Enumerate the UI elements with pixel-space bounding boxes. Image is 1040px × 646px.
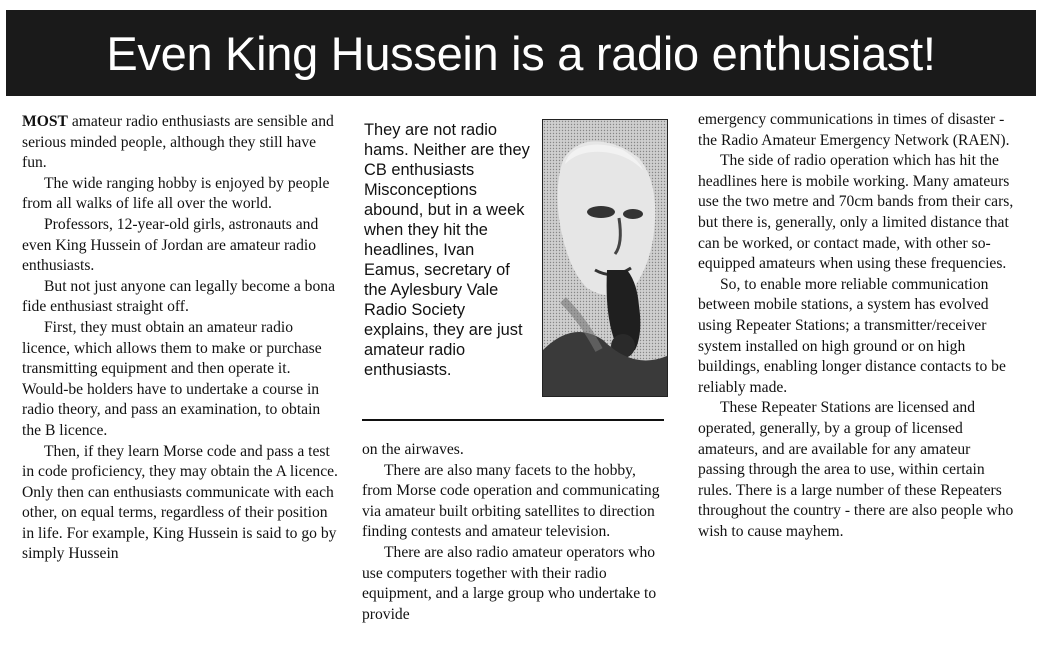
paragraph: Then, if they learn Morse code and pass a test in code proficiency, they may obtain the A licence. Only then can enthusiasts communicate with each other, on equal terms, regardless of their position in life. For example, King Hussein is said to go by simply Hussein (22, 442, 338, 563)
standfirst: They are not radio hams. Neither are they CB enthusiasts Misconceptions abound, but in a week when they hit the headlines, Ivan Eamus, secretary of the Aylesbury Vale Radio Society explains, they are just amateur radio enthusiasts. (364, 121, 530, 379)
portrait-image (543, 120, 667, 396)
paragraph: But not just anyone can legally become a bona fide enthusiast straight off. (22, 277, 335, 316)
paragraph: The wide ranging hobby is enjoyed by people from all walks of life all over the world. (22, 174, 330, 213)
column-rule (362, 419, 664, 421)
headline-banner (6, 10, 1036, 96)
paragraph: Professors, 12-year-old girls, astronauts and even King Hussein of Jordan are amateur radio enthusiasts. (22, 215, 319, 275)
paragraph: MOST amateur radio enthusiasts are sensible and serious minded people, although they still have fun. (22, 113, 334, 172)
article-column-3 (698, 110, 1020, 542)
paragraph: So, to enable more reliable communication between mobile stations, a system has evolved using Repeater Stations; a transmitter/receiver system installed on high ground or on high buildings, enabling longer distance contacts to be reliably made. (698, 275, 1006, 396)
paragraph: The side of radio operation which has hit the headlines here is mobile working. Many amateurs use the two metre and 70cm bands from their cars, but there is, generally, only a limited distance that can be worked, or contact made, with other so-equipped amateurs when using these frequencies. (698, 152, 1014, 273)
drop-word: MOST (22, 113, 68, 130)
paragraph: There are also many facets to the hobby, from Morse code operation and communicating via amateur built orbiting satellites to direction finding contests and amateur television. (362, 461, 660, 541)
paragraph: These Repeater Stations are licensed and operated, generally, by a group of licensed amateurs, and are available for any amateur passing through the area to use, within certain rules. There is a large number of these Repeaters throughout the country - there are also people who wish to cause mayhem. (698, 399, 1014, 540)
paragraph: on the airwaves. (362, 441, 464, 458)
headline: Even King Hussein is a radio enthusiast! (106, 26, 936, 80)
article-column-1 (22, 112, 340, 565)
article-column-2 (362, 440, 662, 625)
paragraph: emergency communications in times of disaster - the Radio Amateur Emergency Network (RAEN). (698, 111, 1010, 149)
paragraph: First, they must obtain an amateur radio licence, which allows them to make or purchase transmitting equipment and then operate it. (22, 318, 322, 378)
portrait-photo (542, 119, 668, 397)
paragraph: There are also radio amateur operators who use computers together with their radio equipment, and a large group who undertake to provide (362, 543, 657, 623)
paragraph: Would-be holders have to undertake a course in radio theory, and pass an examination, to obtain the B licence. (22, 380, 321, 439)
